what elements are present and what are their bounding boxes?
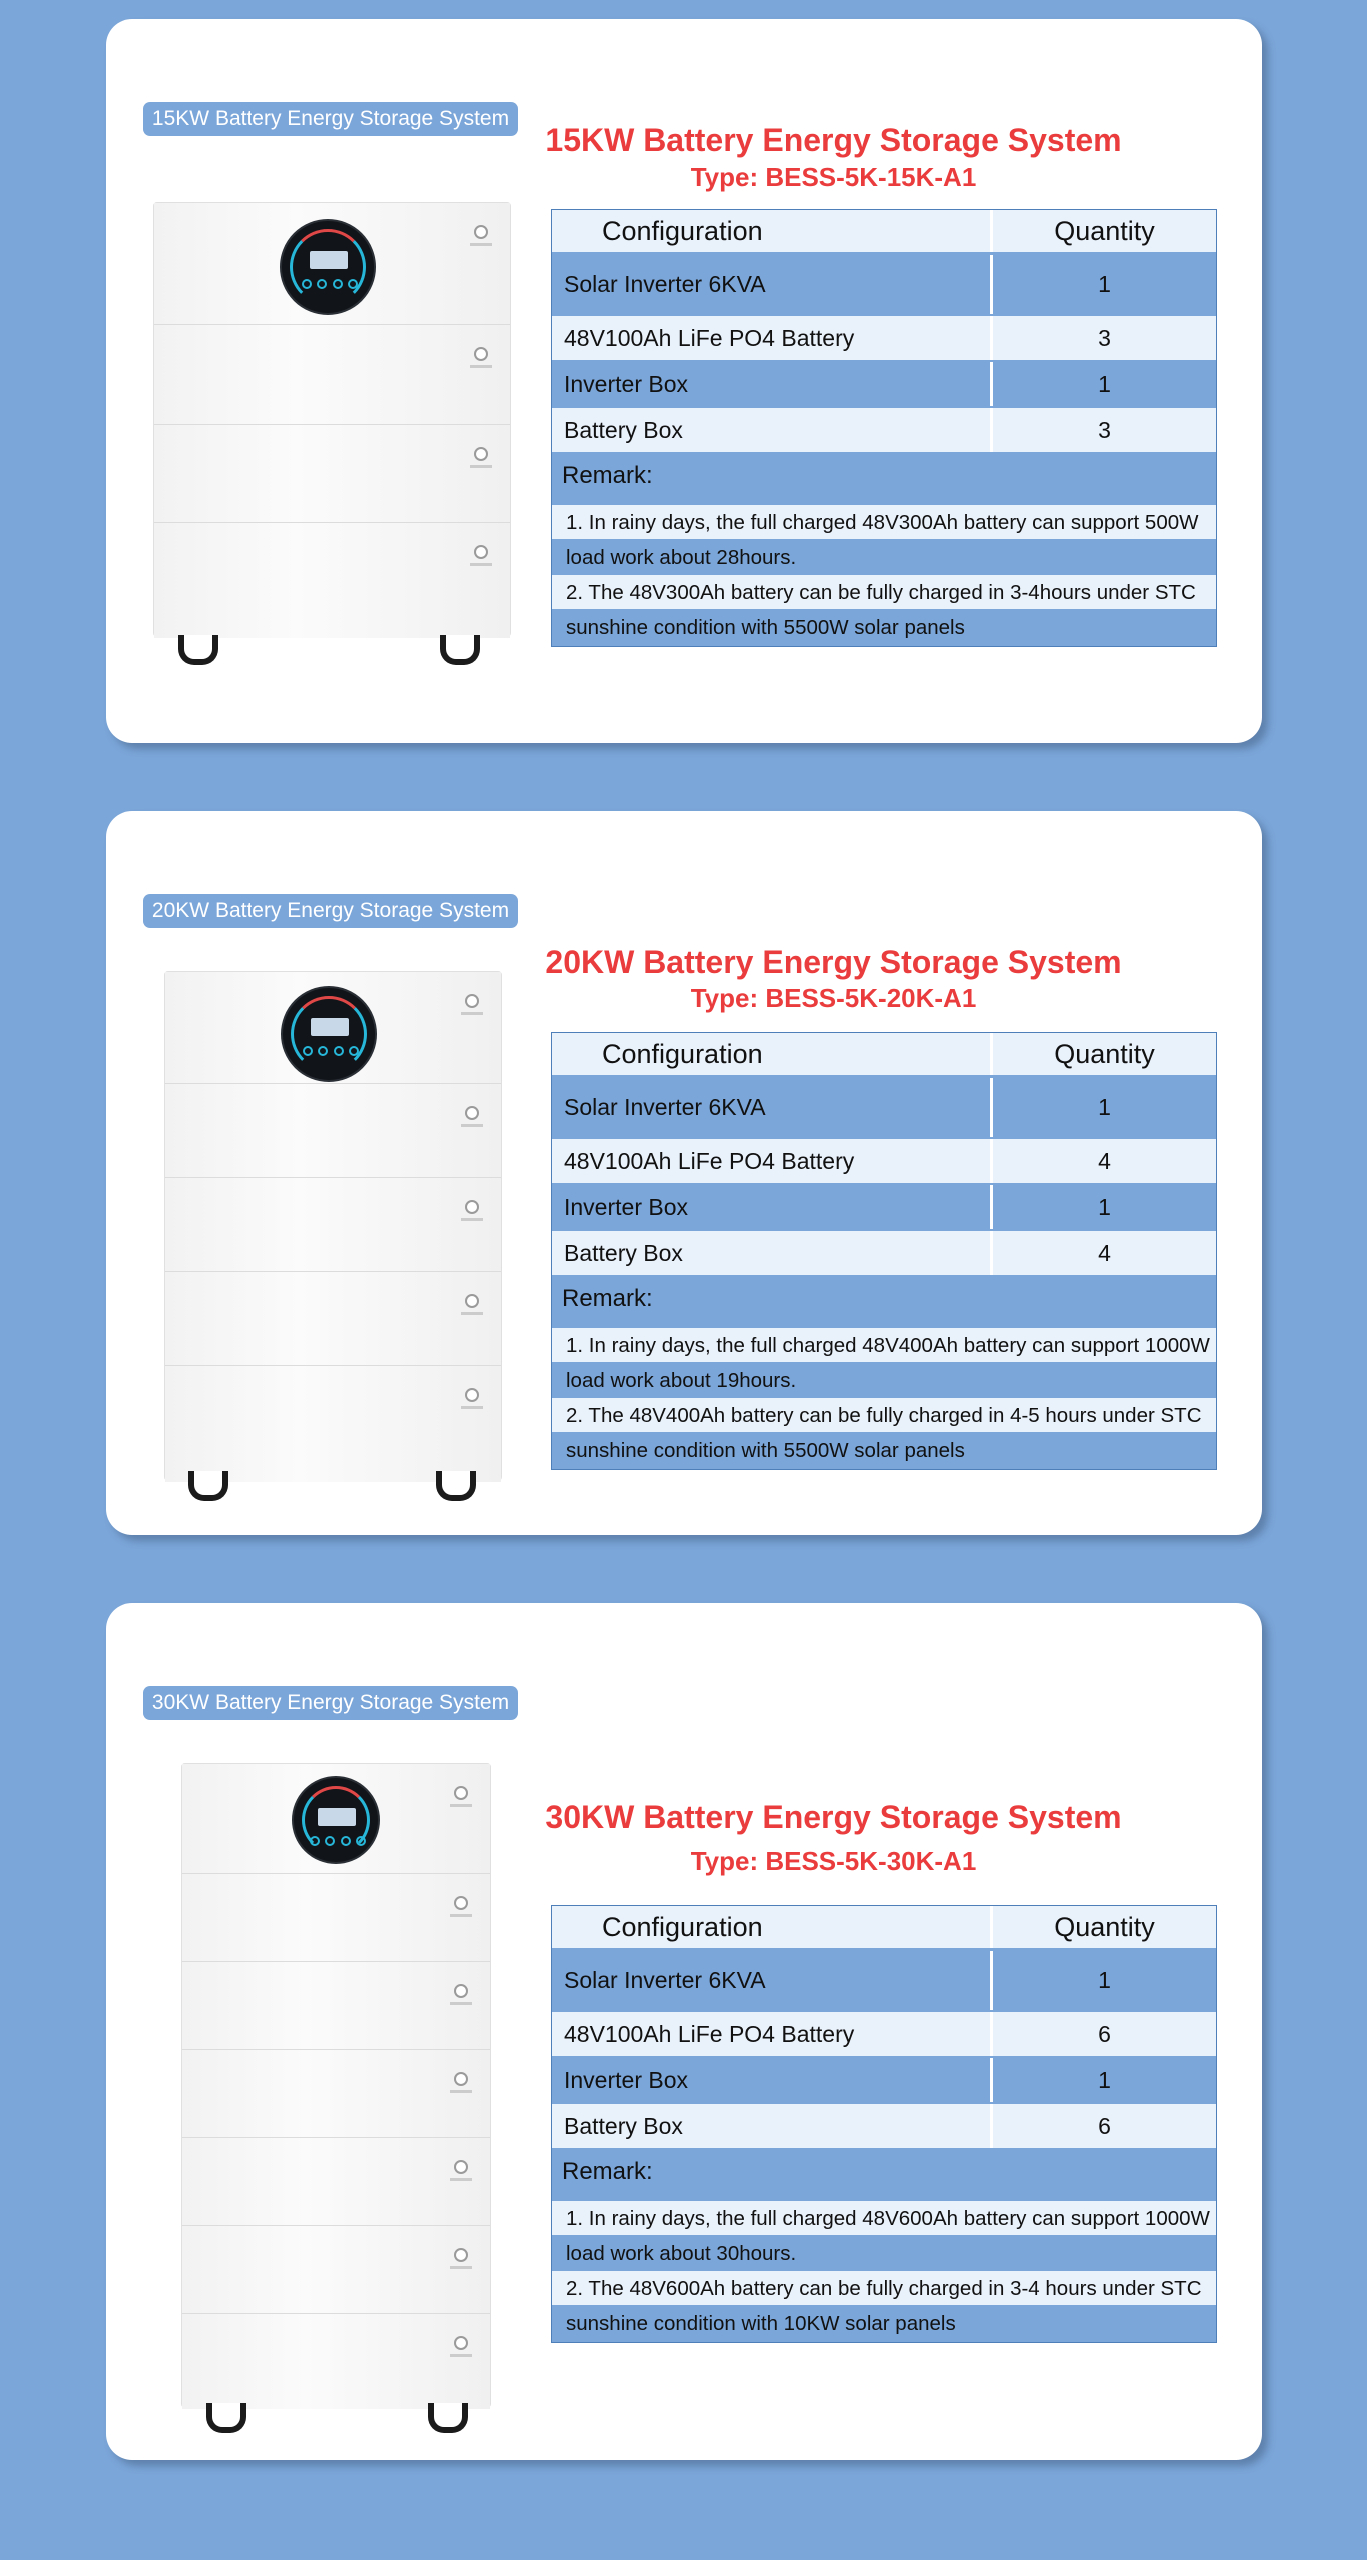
table-row	[552, 316, 1216, 360]
power-button-icon	[465, 1388, 479, 1402]
remark-note-2: 2. The 48V600Ah battery can be fully charged in 3-4 hours under STC sunshine condition with 10KW solar panels	[566, 2277, 1202, 2335]
header-configuration: Configuration	[552, 1033, 990, 1075]
system-tag: 20KW Battery Energy Storage System	[143, 894, 518, 928]
power-button-icon	[474, 225, 488, 239]
config-table	[551, 1905, 1217, 2343]
battery-module	[154, 325, 510, 425]
power-button-icon	[474, 347, 488, 361]
row-item: Inverter Box	[552, 362, 990, 406]
power-button-icon	[474, 545, 488, 559]
row-item: 48V100Ah LiFe PO4 Battery	[552, 316, 990, 360]
row-item: Battery Box	[552, 2104, 990, 2148]
table-row	[552, 1951, 1216, 2010]
table-row	[552, 1231, 1216, 1275]
product-card-20kw	[106, 811, 1262, 1535]
power-button-icon	[454, 2336, 468, 2350]
header-quantity: Quantity	[990, 1906, 1216, 1948]
wheel-icon	[440, 635, 480, 665]
row-qty: 6	[990, 2104, 1216, 2148]
row-item: Inverter Box	[552, 1185, 990, 1229]
row-qty: 3	[990, 408, 1216, 452]
remark-label: Remark:	[562, 1285, 653, 1312]
inverter-display-icon	[280, 219, 376, 315]
battery-module	[154, 523, 510, 638]
power-button-icon	[465, 1106, 479, 1120]
table-row	[552, 1139, 1216, 1183]
table-row	[552, 362, 1216, 406]
system-tag: 15KW Battery Energy Storage System	[143, 102, 518, 136]
battery-module	[165, 1366, 501, 1482]
row-qty: 1	[990, 1951, 1216, 2010]
product-title: 30KW Battery Energy Storage System	[545, 1799, 1122, 1835]
row-qty: 1	[990, 362, 1216, 406]
wheel-icon	[188, 1471, 228, 1501]
power-button-icon	[474, 447, 488, 461]
remark-note-1: 1. In rainy days, the full charged 48V400Ah battery can support 1000W load work about 19hours.	[566, 1334, 1210, 1392]
power-button-icon	[454, 1786, 468, 1800]
table-header	[552, 1033, 1216, 1075]
battery-module	[182, 2050, 490, 2138]
battery-module	[182, 2314, 490, 2409]
remark-note-1: 1. In rainy days, the full charged 48V600Ah battery can support 1000W load work about 30hours.	[566, 2207, 1210, 2265]
battery-stack-image	[164, 971, 502, 1481]
table-row	[552, 255, 1216, 314]
power-button-icon	[465, 1294, 479, 1308]
row-item: Inverter Box	[552, 2058, 990, 2102]
row-item: Solar Inverter 6KVA	[552, 255, 990, 314]
power-button-icon	[454, 2248, 468, 2262]
row-qty: 1	[990, 1078, 1216, 1137]
wheel-icon	[178, 635, 218, 665]
config-table	[551, 209, 1217, 647]
product-type: Type: BESS-5K-15K-A1	[690, 162, 977, 192]
power-button-icon	[454, 1896, 468, 1910]
power-button-icon	[454, 2072, 468, 2086]
battery-module	[182, 2226, 490, 2314]
table-header	[552, 1906, 1216, 1948]
power-button-icon	[465, 994, 479, 1008]
battery-module	[165, 1084, 501, 1178]
product-type: Type: BESS-5K-20K-A1	[690, 983, 977, 1013]
table-row	[552, 1185, 1216, 1229]
table-row	[552, 408, 1216, 452]
battery-module	[165, 1272, 501, 1366]
product-type: Type: BESS-5K-30K-A1	[690, 1846, 977, 1876]
row-qty: 1	[990, 1185, 1216, 1229]
row-item: Solar Inverter 6KVA	[552, 1951, 990, 2010]
table-row	[552, 2012, 1216, 2056]
row-qty: 4	[990, 1231, 1216, 1275]
wheel-icon	[436, 1471, 476, 1501]
inverter-module	[154, 203, 510, 325]
system-tag: 30KW Battery Energy Storage System	[143, 1686, 518, 1720]
header-quantity: Quantity	[990, 1033, 1216, 1075]
row-qty: 6	[990, 2012, 1216, 2056]
row-item: 48V100Ah LiFe PO4 Battery	[552, 1139, 990, 1183]
inverter-module	[182, 1764, 490, 1874]
battery-stack-image	[181, 1763, 491, 2408]
header-configuration: Configuration	[552, 210, 990, 252]
battery-module	[154, 425, 510, 523]
row-item: Solar Inverter 6KVA	[552, 1078, 990, 1137]
battery-stack-image	[153, 202, 511, 637]
table-row	[552, 2104, 1216, 2148]
row-item: 48V100Ah LiFe PO4 Battery	[552, 2012, 990, 2056]
config-table	[551, 1032, 1217, 1470]
remark-note-2: 2. The 48V300Ah battery can be fully charged in 3-4hours under STC sunshine condition with 5500W solar panels	[566, 581, 1196, 639]
inverter-display-icon	[292, 1776, 380, 1864]
row-qty: 4	[990, 1139, 1216, 1183]
row-qty: 1	[990, 2058, 1216, 2102]
table-header	[552, 210, 1216, 252]
battery-module	[182, 1874, 490, 1962]
remark-note-1: 1. In rainy days, the full charged 48V300Ah battery can support 500W load work about 28hours.	[566, 511, 1199, 569]
battery-module	[182, 1962, 490, 2050]
row-item: Battery Box	[552, 408, 990, 452]
header-configuration: Configuration	[552, 1906, 990, 1948]
inverter-display-icon	[281, 986, 377, 1082]
remark-note-2: 2. The 48V400Ah battery can be fully charged in 4-5 hours under STC sunshine condition with 5500W solar panels	[566, 1404, 1202, 1462]
header-quantity: Quantity	[990, 210, 1216, 252]
product-card-30kw	[106, 1603, 1262, 2460]
row-qty: 3	[990, 316, 1216, 360]
inverter-module	[165, 972, 501, 1084]
wheel-icon	[206, 2403, 246, 2433]
power-button-icon	[454, 2160, 468, 2174]
battery-module	[165, 1178, 501, 1272]
table-row	[552, 1078, 1216, 1137]
table-row	[552, 2058, 1216, 2102]
product-title: 15KW Battery Energy Storage System	[545, 122, 1122, 158]
row-item: Battery Box	[552, 1231, 990, 1275]
remark-label: Remark:	[562, 2158, 653, 2185]
product-card-15kw	[106, 19, 1262, 743]
row-qty: 1	[990, 255, 1216, 314]
power-button-icon	[454, 1984, 468, 1998]
battery-module	[182, 2138, 490, 2226]
remark-label: Remark:	[562, 462, 653, 489]
power-button-icon	[465, 1200, 479, 1214]
product-title: 20KW Battery Energy Storage System	[545, 944, 1122, 980]
wheel-icon	[428, 2403, 468, 2433]
